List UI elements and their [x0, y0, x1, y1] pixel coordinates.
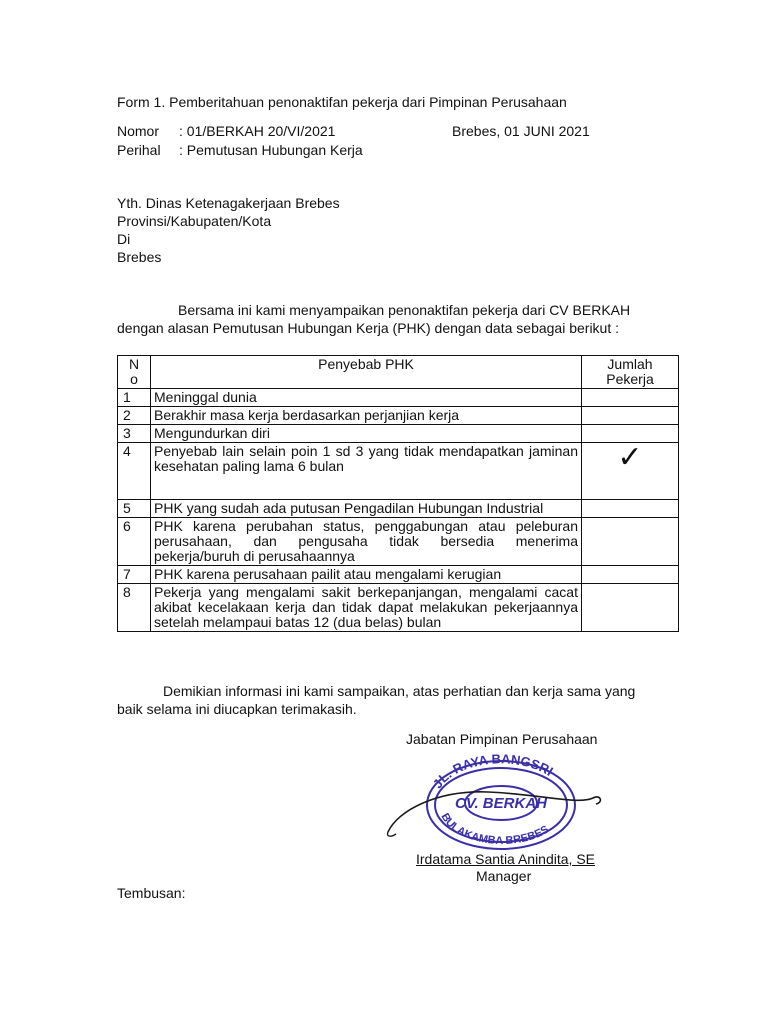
signature-position-title: Jabatan Pimpinan Perusahaan: [406, 731, 598, 747]
perihal-value: : Pemutusan Hubungan Kerja: [179, 142, 363, 158]
stamp-center-text: CV. BERKAH: [455, 795, 547, 812]
stamp-top-text: JL. RAYA BANGSRI: [429, 751, 556, 792]
table-row: [118, 407, 679, 425]
stamp-graphic: [378, 750, 618, 850]
form-title: Form 1. Pemberitahuan penonaktifan pekerja dari Pimpinan Perusahaan: [117, 94, 567, 110]
row-cause: Pekerja yang mengalami sakit berkepanjangan, mengalami cacat akibat kecelakaan kerja dan tidak dapat melakukan pekerjaannya setelah melampaui batas 12 (dua belas) bulan: [151, 584, 582, 632]
row-count: [582, 518, 679, 566]
header-no-line-2: o: [130, 371, 138, 387]
place-date: Brebes, 01 JUNI 2021: [452, 123, 590, 139]
table-row: [118, 443, 679, 500]
tembusan-label: Tembusan:: [117, 885, 186, 901]
row-cause: PHK karena perusahaan pailit atau mengalami kerugian: [151, 566, 582, 584]
row-count: [582, 389, 679, 407]
row-cause: Meninggal dunia: [151, 389, 582, 407]
row-number: 7: [118, 566, 151, 584]
row-cause: Mengundurkan diri: [151, 425, 582, 443]
row-number: 1: [118, 389, 151, 407]
row-cause: Berakhir masa kerja berdasarkan perjanjian kerja: [151, 407, 582, 425]
row-cause: PHK karena perubahan status, penggabungan atau peleburan perusahaan, dan pengusaha tidak bersedia menerima pekerja/buruh di perusahaannya: [151, 518, 582, 566]
row-cause: Penyebab lain selain poin 1 sd 3 yang tidak mendapatkan jaminan kesehatan paling lama 6 bulan: [151, 443, 582, 500]
row-number: 5: [118, 500, 151, 518]
closing-line-1: Demikian informasi ini kami sampaikan, atas perhatian dan kerja sama yang: [163, 683, 636, 699]
table-row: [118, 584, 679, 632]
row-count: [582, 425, 679, 443]
table-row: [118, 518, 679, 566]
row-number: 3: [118, 425, 151, 443]
row-number: 4: [118, 443, 151, 500]
perihal-label: Perihal: [117, 142, 161, 158]
stamp-bottom-text: BULAKAMBA BREBES: [438, 811, 551, 848]
row-count: [582, 584, 679, 632]
recipient-line-1: Yth. Dinas Ketenagakerjaan Brebes: [117, 195, 340, 211]
company-stamp: [378, 750, 618, 850]
table-row: [118, 566, 679, 584]
table-row: [118, 389, 679, 407]
table-header-row: [118, 356, 679, 389]
intro-line-1: Bersama ini kami menyampaikan penonaktifan pekerja dari CV BERKAH: [178, 302, 631, 318]
closing-line-2: baik selama ini diucapkan terimakasih.: [117, 701, 357, 717]
intro-line-2: dengan alasan Pemutusan Hubungan Kerja (PHK) dengan data sebagai berikut :: [117, 320, 620, 336]
row-number: 8: [118, 584, 151, 632]
nomor-label: Nomor: [117, 123, 160, 139]
header-count: [582, 356, 679, 389]
row-number: 2: [118, 407, 151, 425]
header-count-line-1: Jumlah: [607, 356, 653, 372]
phk-table: [117, 355, 679, 632]
signatory-role: Manager: [476, 868, 532, 884]
recipient-line-4: Brebes: [117, 249, 162, 265]
header-no: [118, 356, 151, 389]
row-count: [582, 500, 679, 518]
table-row: [118, 500, 679, 518]
signatory-name: Irdatama Santia Anindita, SE: [416, 851, 595, 867]
recipient-line-2: Provinsi/Kabupaten/Kota: [117, 213, 272, 229]
header-no-line-1: N: [128, 356, 140, 372]
header-count-line-2: Pekerja: [606, 371, 654, 387]
checkmark-icon: ✓: [582, 443, 679, 500]
header-cause: Penyebab PHK: [151, 356, 582, 389]
recipient-line-3: Di: [117, 231, 131, 247]
row-count: [582, 566, 679, 584]
table-row: [118, 425, 679, 443]
row-cause: PHK yang sudah ada putusan Pengadilan Hubungan Industrial: [151, 500, 582, 518]
row-number: 6: [118, 518, 151, 566]
nomor-value: : 01/BERKAH 20/VI/2021: [179, 123, 336, 139]
row-count: [582, 407, 679, 425]
